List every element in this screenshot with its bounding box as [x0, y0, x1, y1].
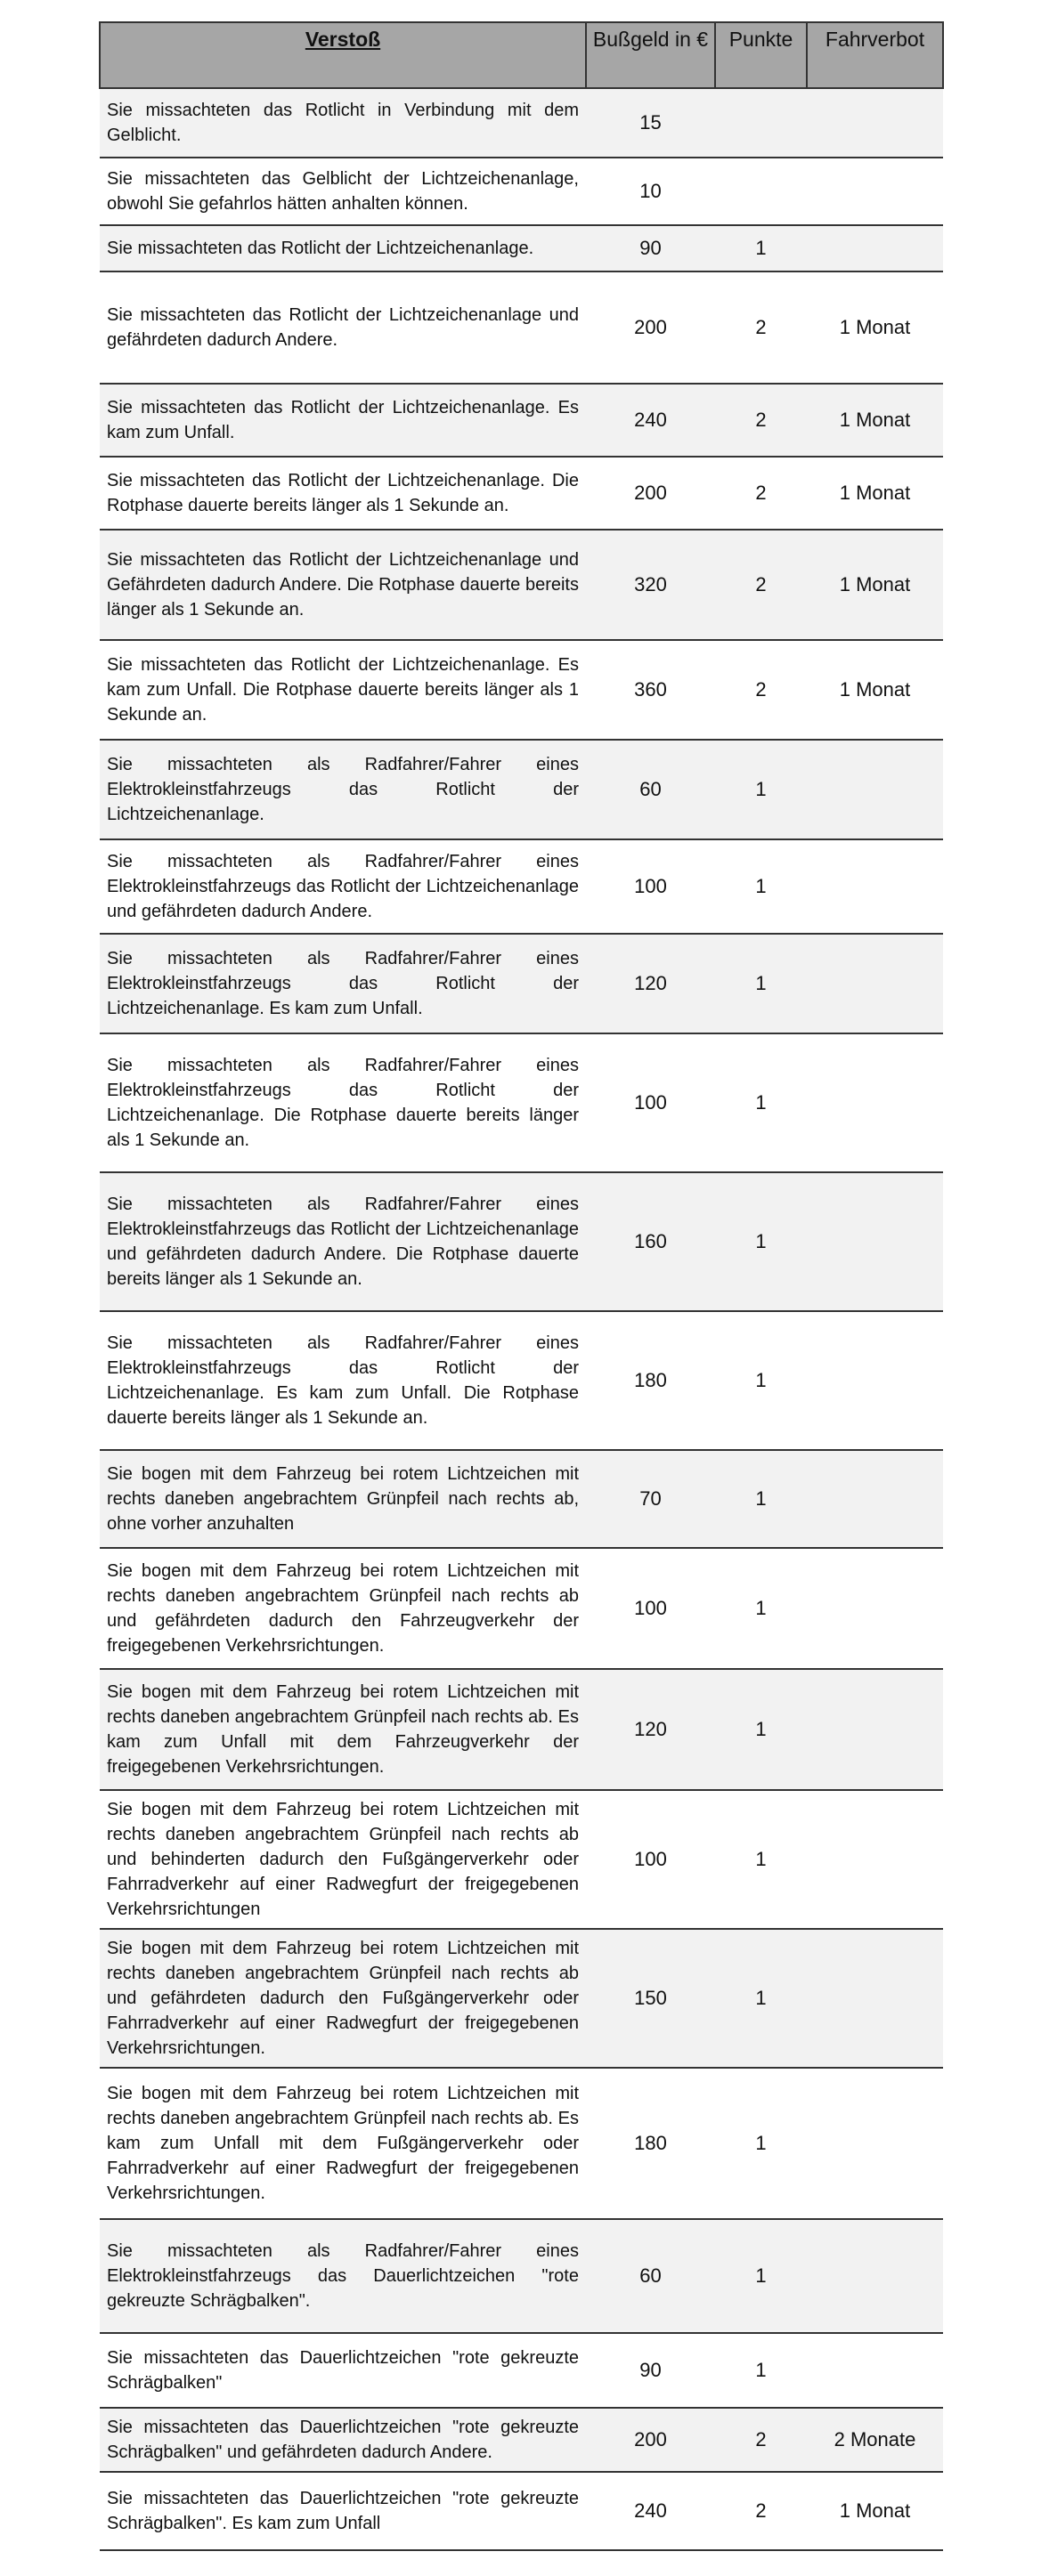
table-row — [100, 1669, 943, 1790]
table-row — [100, 225, 943, 271]
ban-cell — [807, 1450, 943, 1548]
points-cell: 2 — [715, 457, 807, 530]
header-fine: Bußgeld in € — [586, 22, 715, 88]
table-row — [100, 1929, 943, 2068]
points-cell: 1 — [715, 1172, 807, 1311]
ban-cell — [807, 225, 943, 271]
points-cell: 1 — [715, 225, 807, 271]
table-row — [100, 384, 943, 457]
violation-cell: Sie bogen mit dem Fahrzeug bei rotem Lichtzeichen mit rechts daneben angebrachtem Grünpfeil nach rechts ab und gefährdeten dadurch den Fahrzeugverkehr der freigegebenen Verkehrsrichtungen. — [100, 1548, 586, 1669]
fine-cell: 120 — [586, 934, 715, 1033]
points-cell: 1 — [715, 1548, 807, 1669]
table-body — [100, 88, 943, 2550]
ban-cell — [807, 1033, 943, 1172]
points-cell: 1 — [715, 1669, 807, 1790]
points-cell: 2 — [715, 640, 807, 740]
ban-cell — [807, 839, 943, 934]
points-cell: 2 — [715, 384, 807, 457]
ban-cell: 1 Monat — [807, 530, 943, 640]
fine-cell: 100 — [586, 1548, 715, 1669]
table-row — [100, 2068, 943, 2219]
ban-cell — [807, 1790, 943, 1929]
violation-cell: Sie bogen mit dem Fahrzeug bei rotem Lichtzeichen mit rechts daneben angebrachtem Grünpfeil nach rechts ab, ohne vorher anzuhalten — [100, 1450, 586, 1548]
violation-cell: Sie missachteten als Radfahrer/Fahrer eines Elektrokleinstfahrzeugs das Rotlicht der Lichtzeichenanlage. Es kam zum Unfall. — [100, 934, 586, 1033]
fine-cell: 15 — [586, 88, 715, 158]
ban-cell — [807, 2333, 943, 2408]
table-row — [100, 1790, 943, 1929]
header-ban: Fahrverbot — [807, 22, 943, 88]
fine-cell: 150 — [586, 1929, 715, 2068]
table-row — [100, 1450, 943, 1548]
points-cell: 1 — [715, 934, 807, 1033]
violation-cell: Sie missachteten das Rotlicht der Lichtzeichenanlage. Die Rotphase dauerte bereits länger als 1 Sekunde an. — [100, 457, 586, 530]
violation-cell: Sie missachteten als Radfahrer/Fahrer eines Elektrokleinstfahrzeugs das Rotlicht der Lichtzeichenanlage und gefährdeten dadurch Andere. Die Rotphase dauerte bereits länger als 1 Sekunde an. — [100, 1172, 586, 1311]
points-cell: 1 — [715, 2068, 807, 2219]
ban-cell — [807, 1669, 943, 1790]
table-row — [100, 839, 943, 934]
points-cell: 2 — [715, 530, 807, 640]
points-cell — [715, 158, 807, 225]
points-cell: 1 — [715, 740, 807, 839]
violation-cell: Sie missachteten das Dauerlichtzeichen "rote gekreuzte Schrägbalken" — [100, 2333, 586, 2408]
fine-cell: 240 — [586, 2472, 715, 2550]
violation-cell: Sie missachteten als Radfahrer/Fahrer eines Elektrokleinstfahrzeugs das Rotlicht der Lichtzeichenanlage und gefährdeten dadurch Andere. — [100, 839, 586, 934]
points-cell: 1 — [715, 1033, 807, 1172]
violation-cell: Sie missachteten das Dauerlichtzeichen "rote gekreuzte Schrägbalken". Es kam zum Unfall — [100, 2472, 586, 2550]
ban-cell: 1 Monat — [807, 384, 943, 457]
fine-cell: 100 — [586, 1790, 715, 1929]
points-cell: 1 — [715, 1790, 807, 1929]
ban-cell — [807, 2068, 943, 2219]
points-cell: 2 — [715, 2472, 807, 2550]
violation-cell: Sie missachteten als Radfahrer/Fahrer eines Elektrokleinstfahrzeugs das Dauerlichtzeichen "rote gekreuzte Schrägbalken". — [100, 2219, 586, 2333]
ban-cell: 1 Monat — [807, 457, 943, 530]
fines-table — [99, 21, 944, 2551]
ban-cell — [807, 88, 943, 158]
ban-cell — [807, 740, 943, 839]
ban-cell — [807, 2219, 943, 2333]
fine-cell: 10 — [586, 158, 715, 225]
table-row — [100, 271, 943, 384]
fine-cell: 90 — [586, 225, 715, 271]
points-cell: 2 — [715, 271, 807, 384]
ban-cell: 1 Monat — [807, 640, 943, 740]
table-row — [100, 1033, 943, 1172]
points-cell: 1 — [715, 1450, 807, 1548]
points-cell: 2 — [715, 2408, 807, 2472]
fine-cell: 200 — [586, 457, 715, 530]
fine-cell: 70 — [586, 1450, 715, 1548]
table-row — [100, 158, 943, 225]
points-cell: 1 — [715, 2219, 807, 2333]
ban-cell — [807, 1172, 943, 1311]
fine-cell: 360 — [586, 640, 715, 740]
table-row — [100, 640, 943, 740]
violation-cell: Sie bogen mit dem Fahrzeug bei rotem Lichtzeichen mit rechts daneben angebrachtem Grünpfeil nach rechts ab und behinderten dadurch den Fußgängerverkehr oder Fahrradverkehr auf einer Radwegfurt der freigegebenen Verkehrsrichtungen — [100, 1790, 586, 1929]
fine-cell: 90 — [586, 2333, 715, 2408]
fines-table-container — [99, 21, 942, 2551]
violation-cell: Sie bogen mit dem Fahrzeug bei rotem Lichtzeichen mit rechts daneben angebrachtem Grünpfeil nach rechts ab. Es kam zum Unfall mit dem Fahrzeugverkehr der freigegebenen Verkehrsrichtungen. — [100, 1669, 586, 1790]
violation-cell: Sie missachteten das Rotlicht in Verbindung mit dem Gelblicht. — [100, 88, 586, 158]
fine-cell: 320 — [586, 530, 715, 640]
header-row — [100, 22, 943, 88]
ban-cell: 1 Monat — [807, 271, 943, 384]
fine-cell: 180 — [586, 2068, 715, 2219]
ban-cell — [807, 1929, 943, 2068]
table-row — [100, 457, 943, 530]
violation-cell: Sie missachteten das Rotlicht der Lichtzeichenanlage. Es kam zum Unfall. — [100, 384, 586, 457]
table-row — [100, 530, 943, 640]
header-points: Punkte — [715, 22, 807, 88]
violation-cell: Sie missachteten das Rotlicht der Lichtzeichenanlage. — [100, 225, 586, 271]
table-row — [100, 2472, 943, 2550]
violation-cell: Sie missachteten das Gelblicht der Lichtzeichenanlage, obwohl Sie gefahrlos hätten anhalten können. — [100, 158, 586, 225]
fine-cell: 240 — [586, 384, 715, 457]
violation-cell: Sie missachteten das Rotlicht der Lichtzeichenanlage und Gefährdeten dadurch Andere. Die Rotphase dauerte bereits länger als 1 Sekunde an. — [100, 530, 586, 640]
table-row — [100, 2408, 943, 2472]
fine-cell: 180 — [586, 1311, 715, 1450]
table-row — [100, 2219, 943, 2333]
fine-cell: 200 — [586, 2408, 715, 2472]
violation-cell: Sie missachteten als Radfahrer/Fahrer eines Elektrokleinstfahrzeugs das Rotlicht der Lichtzeichenanlage. — [100, 740, 586, 839]
header-violation: Verstoß — [100, 22, 586, 88]
ban-cell: 2 Monate — [807, 2408, 943, 2472]
violation-cell: Sie bogen mit dem Fahrzeug bei rotem Lichtzeichen mit rechts daneben angebrachtem Grünpfeil nach rechts ab. Es kam zum Unfall mit dem Fußgängerverkehr oder Fahrradverkehr auf einer Radwegfurt der freigegebenen Verkehrsrichtungen. — [100, 2068, 586, 2219]
fine-cell: 60 — [586, 740, 715, 839]
violation-cell: Sie missachteten das Dauerlichtzeichen "rote gekreuzte Schrägbalken" und gefährdeten dadurch Andere. — [100, 2408, 586, 2472]
violation-cell: Sie missachteten als Radfahrer/Fahrer eines Elektrokleinstfahrzeugs das Rotlicht der Lichtzeichenanlage. Die Rotphase dauerte bereits länger als 1 Sekunde an. — [100, 1033, 586, 1172]
points-cell: 1 — [715, 839, 807, 934]
table-row — [100, 1311, 943, 1450]
ban-cell: 1 Monat — [807, 2472, 943, 2550]
ban-cell — [807, 934, 943, 1033]
fine-cell: 160 — [586, 1172, 715, 1311]
fine-cell: 100 — [586, 1033, 715, 1172]
violation-cell: Sie bogen mit dem Fahrzeug bei rotem Lichtzeichen mit rechts daneben angebrachtem Grünpfeil nach rechts ab und gefährdeten dadurch den Fußgängerverkehr oder Fahrradverkehr auf einer Radwegfurt der freigegebenen Verkehrsrichtungen. — [100, 1929, 586, 2068]
points-cell — [715, 88, 807, 158]
ban-cell — [807, 1548, 943, 1669]
table-row — [100, 1548, 943, 1669]
points-cell: 1 — [715, 1311, 807, 1450]
fine-cell: 200 — [586, 271, 715, 384]
table-row — [100, 1172, 943, 1311]
violation-cell: Sie missachteten das Rotlicht der Lichtzeichenanlage und gefährdeten dadurch Andere. — [100, 271, 586, 384]
table-row — [100, 88, 943, 158]
table-row — [100, 934, 943, 1033]
points-cell: 1 — [715, 2333, 807, 2408]
fine-cell: 100 — [586, 839, 715, 934]
ban-cell — [807, 158, 943, 225]
table-header — [100, 22, 943, 88]
fine-cell: 120 — [586, 1669, 715, 1790]
table-row — [100, 740, 943, 839]
violation-cell: Sie missachteten das Rotlicht der Lichtzeichenanlage. Es kam zum Unfall. Die Rotphase dauerte bereits länger als 1 Sekunde an. — [100, 640, 586, 740]
points-cell: 1 — [715, 1929, 807, 2068]
table-row — [100, 2333, 943, 2408]
fine-cell: 60 — [586, 2219, 715, 2333]
ban-cell — [807, 1311, 943, 1450]
violation-cell: Sie missachteten als Radfahrer/Fahrer eines Elektrokleinstfahrzeugs das Rotlicht der Lichtzeichenanlage. Es kam zum Unfall. Die Rotphase dauerte bereits länger als 1 Sekunde an. — [100, 1311, 586, 1450]
